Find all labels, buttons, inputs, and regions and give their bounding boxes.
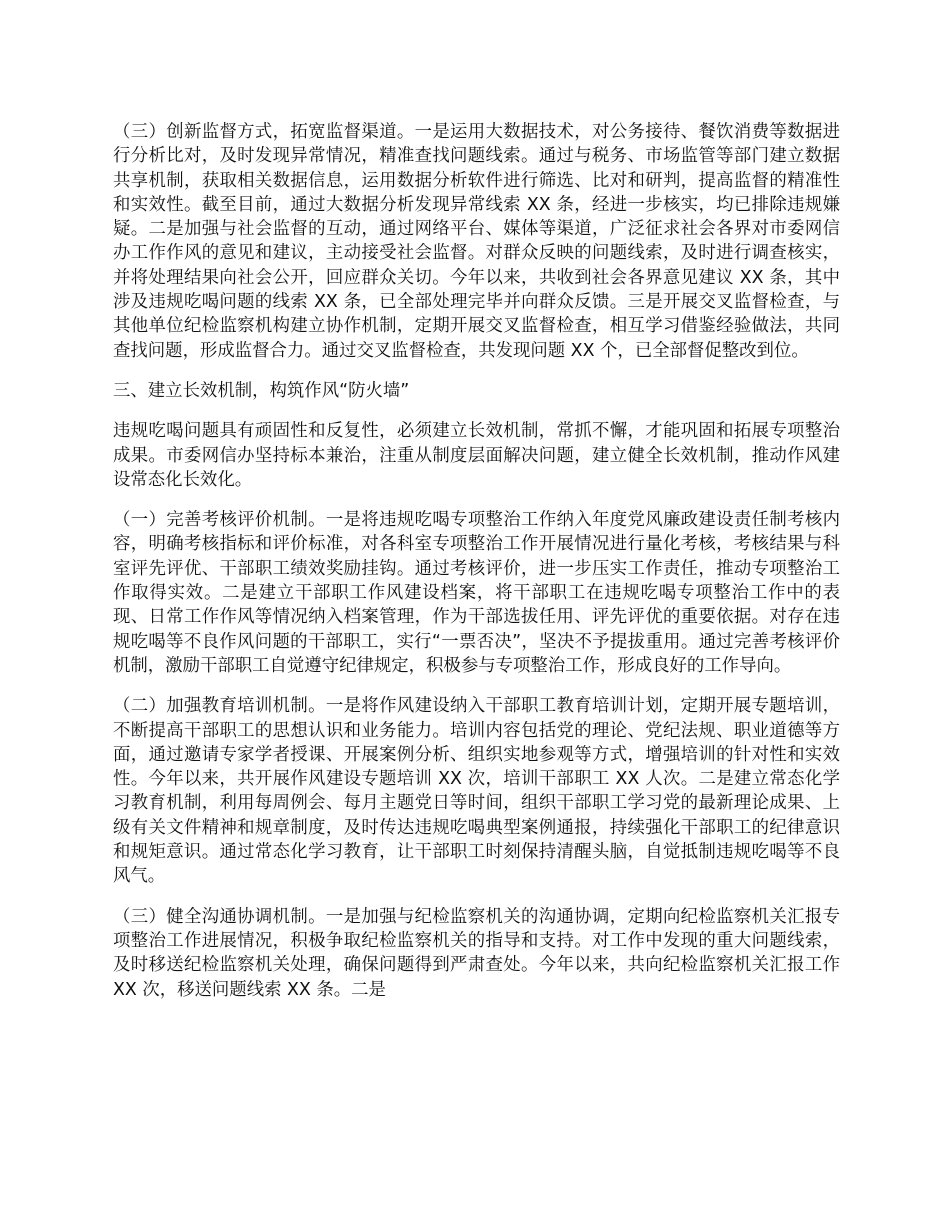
document-page bbox=[113, 120, 840, 1018]
paragraph-long-term-intro: 违规吃喝问题具有顽固性和反复性，必须建立长效机制，常抓不懈，才能巩固和拓展专项整治成果。市委网信办坚持标本兼治，注重从制度层面解决问题，建立健全长效机制，推动作风建设常态化长效化。 bbox=[113, 421, 840, 490]
paragraph-monitoring-methods: （三）创新监督方式，拓宽监督渠道。一是运用大数据技术，对公务接待、餐饮消费等数据进行分析比对，及时发现异常情况，精准查找问题线索。通过与税务、市场监管等部门建立数据共享机制，获取相关数据信息，运用数据分析软件进行筛选、比对和研判，提高监督的精准性和实效性。截至目前，通过大数据分析发现异常线索 XX 条，经进一步核实，均已排除违规嫌疑。二是加强与社会监督的互动，通过网络平台、媒体等渠道，广泛征求社会各界对市委网信办工作作风的意见和建议，主动接受社会监督。对群众反映的问题线索，及时进行调查核实，并将处理结果向社会公开，回应群众关切。今年以来，共收到社会各界意见建议 XX 条，其中涉及违规吃喝问题的线索 XX 条，已全部处理完毕并向群众反馈。三是开展交叉监督检查，与其他单位纪检监察机构建立协作机制，定期开展交叉监督检查，相互学习借鉴经验做法，共同查找问题，形成监督合力。通过交叉监督检查，共发现问题 XX 个，已全部督促整改到位。 bbox=[113, 122, 840, 361]
paragraph-assessment-mechanism: （一）完善考核评价机制。一是将违规吃喝专项整治工作纳入年度党风廉政建设责任制考核内容，明确考核指标和评价标准，对各科室专项整治工作开展情况进行量化考核，考核结果与科室评先评优、干部职工绩效奖励挂钩。通过考核评价，进一步压实工作责任，推动专项整治工作取得实效。二是建立干部职工作风建设档案，将干部职工在违规吃喝专项整治工作中的表现、日常工作作风等情况纳入档案管理，作为干部选拔任用、评先评优的重要依据。对存在违规吃喝等不良作风问题的干部职工，实行“一票否决”，坚决不予提拔重用。通过完善考核评价机制，激励干部职工自觉遵守纪律规定，积极参与专项整治工作，形成良好的工作导向。 bbox=[113, 510, 840, 676]
paragraph-communication-mechanism: （三）健全沟通协调机制。一是加强与纪检监察机关的沟通协调，定期向纪检监察机关汇报专项整治工作进展情况，积极争取纪检监察机关的指导和支持。对工作中发现的重大问题线索，及时移送纪检监察机关处理，确保问题得到严肃查处。今年以来，共向纪检监察机关汇报工作 XX 次，移送问题线索 XX 条。二是 bbox=[113, 906, 840, 1000]
section-heading-long-term-mechanism: 三、建立长效机制，构筑作风“防火墙” bbox=[113, 380, 410, 401]
paragraph-training-mechanism: （二）加强教育培训机制。一是将作风建设纳入干部职工教育培训计划，定期开展专题培训，不断提高干部职工的思想认识和业务能力。培训内容包括党的理论、党纪法规、职业道德等方面，通过邀请专家学者授课、开展案例分析、组织实地参观等方式，增强培训的针对性和实效性。今年以来，共开展作风建设专题培训 XX 次，培训干部职工 XX 人次。二是建立常态化学习教育机制，利用每周例会、每月主题党日等时间，组织干部职工学习党的最新理论成果、上级有关文件精神和规章制度，及时传达违规吃喝典型案例通报，持续强化干部职工的纪律意识和规矩意识。通过常态化学习教育，让干部职工时刻保持清醒头脑，自觉抵制违规吃喝等不良风气。 bbox=[113, 696, 840, 887]
